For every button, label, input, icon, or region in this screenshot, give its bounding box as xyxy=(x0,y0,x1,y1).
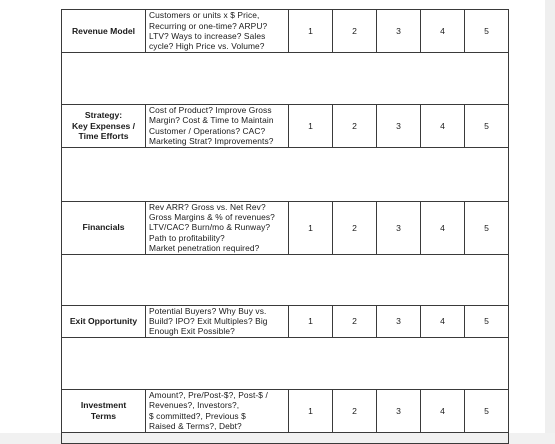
questions-cell xyxy=(146,10,289,53)
category-label: Terms xyxy=(90,410,117,421)
score-cell: 2 xyxy=(333,389,377,432)
score-cell: 1 xyxy=(289,201,333,254)
category-label: Strategy: xyxy=(84,110,123,121)
score-cell: 5 xyxy=(465,105,509,148)
question-line: Revenues?, Investors?, xyxy=(149,400,240,411)
question-line: cycle? High Price vs. Volume? xyxy=(149,41,265,52)
notes-row xyxy=(62,147,509,201)
category-label: Financials xyxy=(82,222,125,233)
notes-cell xyxy=(62,53,509,105)
notes-row xyxy=(62,254,509,305)
category-label: Exit Opportunity xyxy=(69,316,138,327)
score-cell: 4 xyxy=(421,201,465,254)
scorecard-table xyxy=(61,9,509,444)
score-cell: 2 xyxy=(333,105,377,148)
vertical-scrollbar[interactable] xyxy=(545,0,555,433)
category-cell xyxy=(62,389,146,432)
question-line: LTV? Ways to increase? Sales xyxy=(149,31,266,41)
score-cell: 1 xyxy=(289,305,333,337)
score-cell: 1 xyxy=(289,105,333,148)
question-line: $ committed?, Previous $ xyxy=(149,410,246,421)
score-cell: 5 xyxy=(465,201,509,254)
question-line: Rev ARR? Gross vs. Net Rev? xyxy=(149,201,266,212)
notes-cell xyxy=(62,147,509,201)
score-cell: 2 xyxy=(333,305,377,337)
score-cell: 1 xyxy=(289,389,333,432)
questions-cell xyxy=(146,105,289,148)
score-cell: 4 xyxy=(421,105,465,148)
question-line: Gross Margins & % of revenues? xyxy=(149,212,275,223)
category-label: Revenue Model xyxy=(71,25,136,36)
score-cell: 2 xyxy=(333,201,377,254)
score-cell: 1 xyxy=(289,10,333,53)
category-cell xyxy=(62,305,146,337)
score-cell: 3 xyxy=(377,201,421,254)
score-cell: 5 xyxy=(465,389,509,432)
score-cell: 2 xyxy=(333,10,377,53)
table-row xyxy=(62,389,509,432)
questions-cell xyxy=(146,389,289,432)
question-line: Potential Buyers? Why Buy vs. xyxy=(149,305,267,316)
table-row xyxy=(62,10,509,53)
question-line: Margin? Cost & Time to Maintain xyxy=(149,115,274,126)
score-cell: 4 xyxy=(421,10,465,53)
notes-row xyxy=(62,337,509,389)
question-line: Raised & Terms?, Debt? xyxy=(149,421,242,432)
question-line: Build? IPO? Exit Multiples? Big xyxy=(149,316,268,327)
score-cell: 5 xyxy=(465,10,509,53)
question-line: Market penetration required? xyxy=(149,243,260,254)
category-label: Key Expenses / xyxy=(71,120,136,131)
question-line: Customer / Operations? CAC? xyxy=(149,125,266,136)
question-line: Cost of Product? Improve Gross xyxy=(149,105,272,115)
notes-cell xyxy=(62,337,509,389)
score-cell: 3 xyxy=(377,10,421,53)
notes-row xyxy=(62,432,509,443)
notes-cell xyxy=(62,254,509,305)
table-row xyxy=(62,105,509,148)
question-line: Enough Exit Possible? xyxy=(149,326,235,337)
question-line: Recurring or one-time? ARPU? xyxy=(149,20,268,31)
notes-cell xyxy=(62,432,509,443)
category-cell xyxy=(62,10,146,53)
question-line: Path to profitability? xyxy=(149,232,225,243)
question-line: Customers or units x $ Price, xyxy=(149,10,260,21)
question-line: Amount?, Pre/Post-$?, Post-$ / xyxy=(149,389,268,400)
score-cell: 3 xyxy=(377,105,421,148)
table-row xyxy=(62,201,509,254)
category-cell xyxy=(62,201,146,254)
questions-cell xyxy=(146,305,289,337)
notes-row xyxy=(62,53,509,105)
category-cell xyxy=(62,105,146,148)
category-label: Investment xyxy=(80,400,127,411)
score-cell: 4 xyxy=(421,305,465,337)
score-cell: 5 xyxy=(465,305,509,337)
question-line: LTV/CAC? Burn/mo & Runway? xyxy=(149,222,271,233)
questions-cell xyxy=(146,201,289,254)
question-line: Marketing Strat? Improvements? xyxy=(149,136,274,147)
score-cell: 4 xyxy=(421,389,465,432)
score-cell: 3 xyxy=(377,389,421,432)
category-label: Time Efforts xyxy=(78,131,129,142)
table-row xyxy=(62,305,509,337)
score-cell: 3 xyxy=(377,305,421,337)
